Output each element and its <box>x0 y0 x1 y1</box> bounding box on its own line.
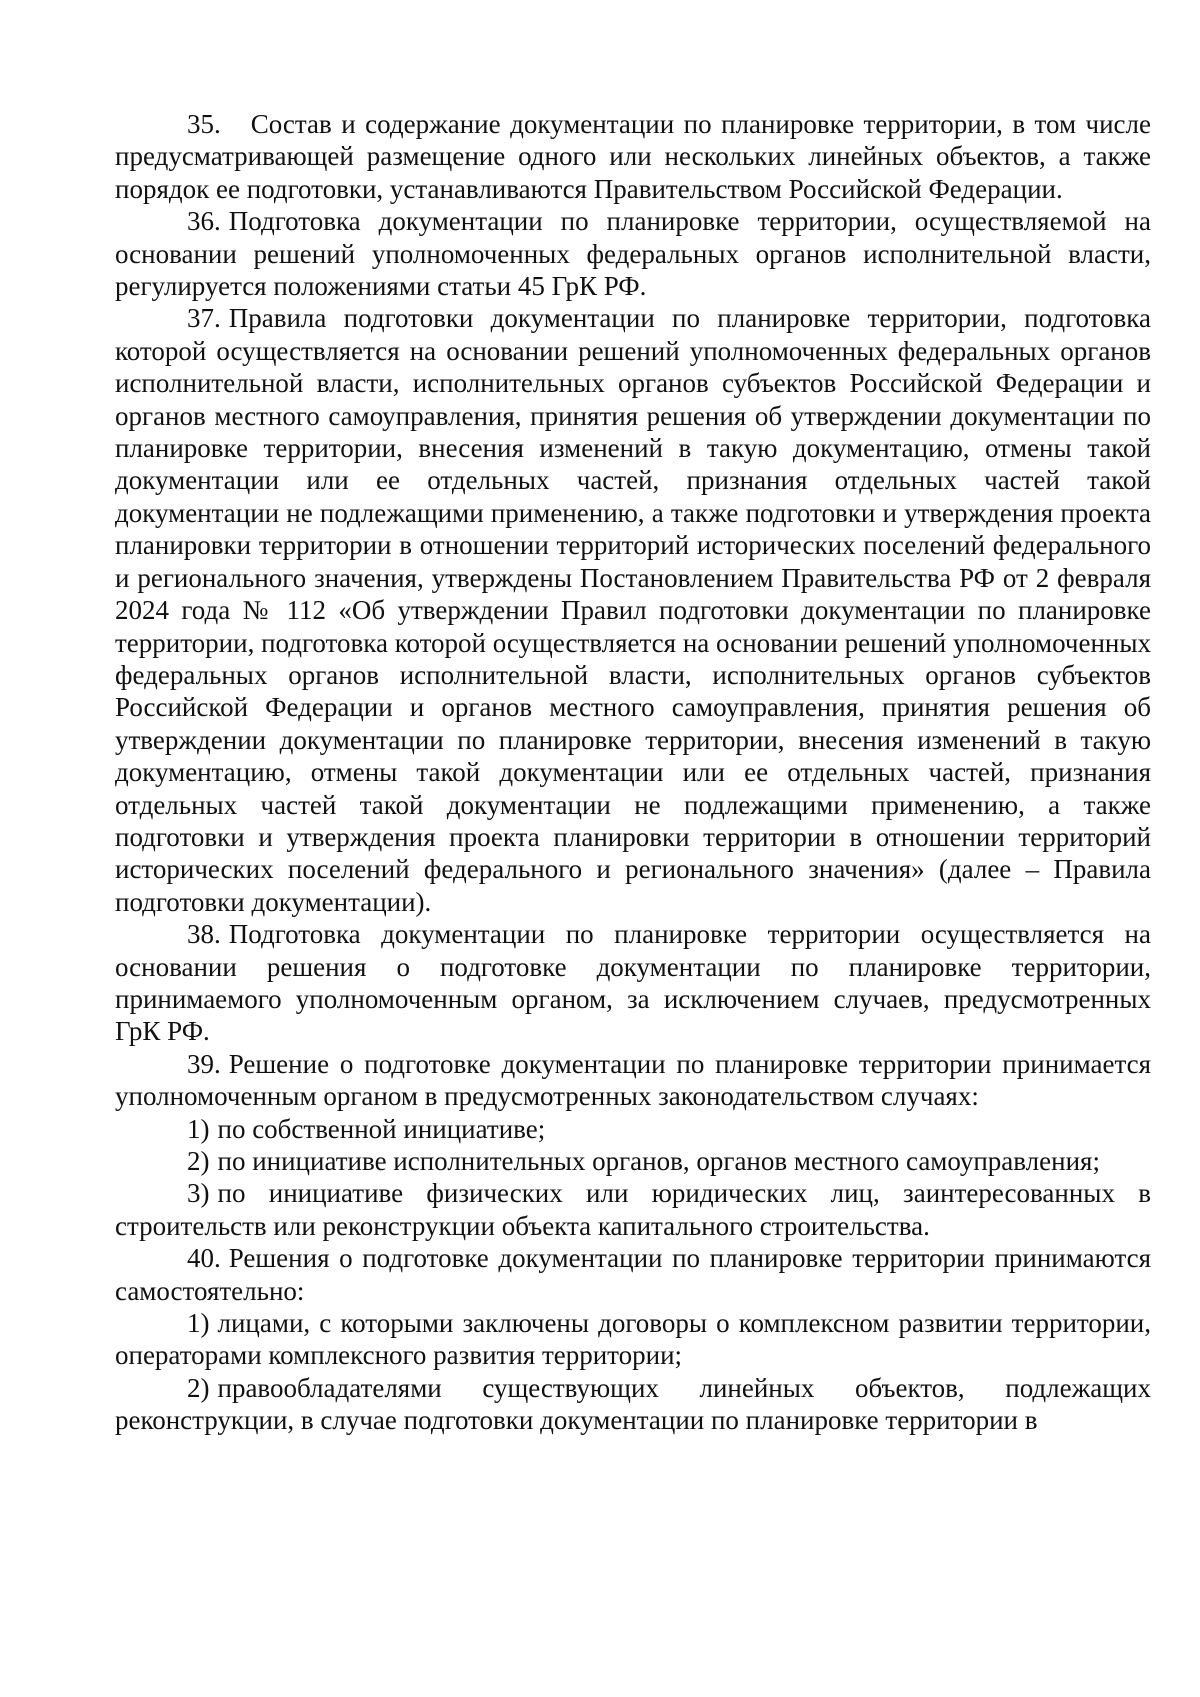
paragraph-number: 39. <box>187 1048 221 1079</box>
paragraph-text: Решение о подготовке документации по планировке территории принимается уполномоченным органом в предусмотренных законодательством случаях: <box>115 1048 1151 1112</box>
list-item-39-2 <box>115 1145 1151 1177</box>
paragraph-number: 40. <box>187 1243 221 1274</box>
paragraph-text: Решения о подготовке документации по планировке территории принимаются самостоятельно: <box>115 1243 1151 1306</box>
paragraph-text: Подготовка документации по планировке территории, осуществляемой на основании решений уполномоченных федеральных органов исполнительной власти, регулируется положениями статьи 45 ГрК РФ. <box>115 206 1151 302</box>
paragraph-number: 38. <box>187 919 221 950</box>
paragraph-number: 36. <box>187 206 221 237</box>
list-item-39-3 <box>115 1177 1151 1242</box>
paragraph-36 <box>115 205 1151 302</box>
list-item-number: 2) <box>187 1372 210 1403</box>
paragraph-37 <box>115 302 1151 918</box>
list-item-number: 2) <box>187 1146 210 1176</box>
list-item-text: по собственной инициативе; <box>217 1113 546 1144</box>
paragraph-number: 37. <box>187 303 221 334</box>
paragraph-39 <box>115 1048 1151 1113</box>
paragraph-38 <box>115 918 1151 1048</box>
paragraph-text: Подготовка документации по планировке территории осуществляется на основании решения о подготовке документации по планировке территории, принимаемого уполномоченным органом, за исключением случаев, предусмотренных ГрК РФ. <box>115 919 1151 1047</box>
paragraph-text: Правила подготовки документации по планировке территории, подготовка которой осуществляется на основании решений уполномоченных федеральных органов исполнительной власти, исполнительных органов субъектов Российской Федерации и органов местного самоуправления, принятия решения об утверждении документации по планировке территории, внесения изменений в такую документацию, отмены такой документации или ее отдельных частей, признания отдельных частей такой документации не подлежащими применению, а также подготовки и утверждения проекта планировки территории в отношении территорий исторических поселений федерального и регионального значения, утверждены Постановлением Правительства РФ от 2 февраля 2024 года № 112 «Об утверждении Правил подготовки документации по планировке территории, подготовка которой осуществляется на основании решений уполномоченных федеральных органов исполнительной власти, исполнительных органов субъектов Российской Федерации и органов местного самоуправления, принятия решения об утверждении документации по планировке территории, внесения изменений в такую документацию, отмены такой документации или ее отдельных частей, признания отдельных частей такой документации не подлежащими применению, а также подготовки и утверждения проекта планировки территории в отношении территорий исторических поселений федерального и регионального значения» (далее – Правила подготовки документации). <box>115 303 1151 917</box>
list-item-text: лицами, с которыми заключены договоры о комплексном развитии территории, операторами комплексного развития территории; <box>115 1308 1151 1371</box>
paragraph-number: 35. <box>187 109 221 139</box>
list-item-number: 1) <box>187 1308 210 1339</box>
list-item-number: 1) <box>187 1113 210 1144</box>
paragraph-35 <box>115 108 1151 205</box>
document-page <box>115 108 1151 1437</box>
list-item-text: по инициативе исполнительных органов, органов местного самоуправления; <box>217 1146 1100 1176</box>
list-item-40-1 <box>115 1307 1151 1372</box>
list-item-39-1 <box>115 1113 1151 1145</box>
list-item-40-2 <box>115 1372 1151 1437</box>
list-item-number: 3) <box>187 1178 210 1209</box>
list-item-text: правообладателями существующих линейных объектов, подлежащих реконструкции, в случае подготовки документации по планировке территории в <box>115 1372 1151 1436</box>
paragraph-40 <box>115 1242 1151 1307</box>
list-item-text: по инициативе физических или юридических лиц, заинтересованных в строительств или реконструкции объекта капитального строительства. <box>115 1178 1151 1241</box>
paragraph-text: Состав и содержание документации по планировке территории, в том числе предусматривающей размещение одного или нескольких линейных объектов, а также порядок ее подготовки, устанавливаются Правительством Российской Федерации. <box>115 109 1151 204</box>
